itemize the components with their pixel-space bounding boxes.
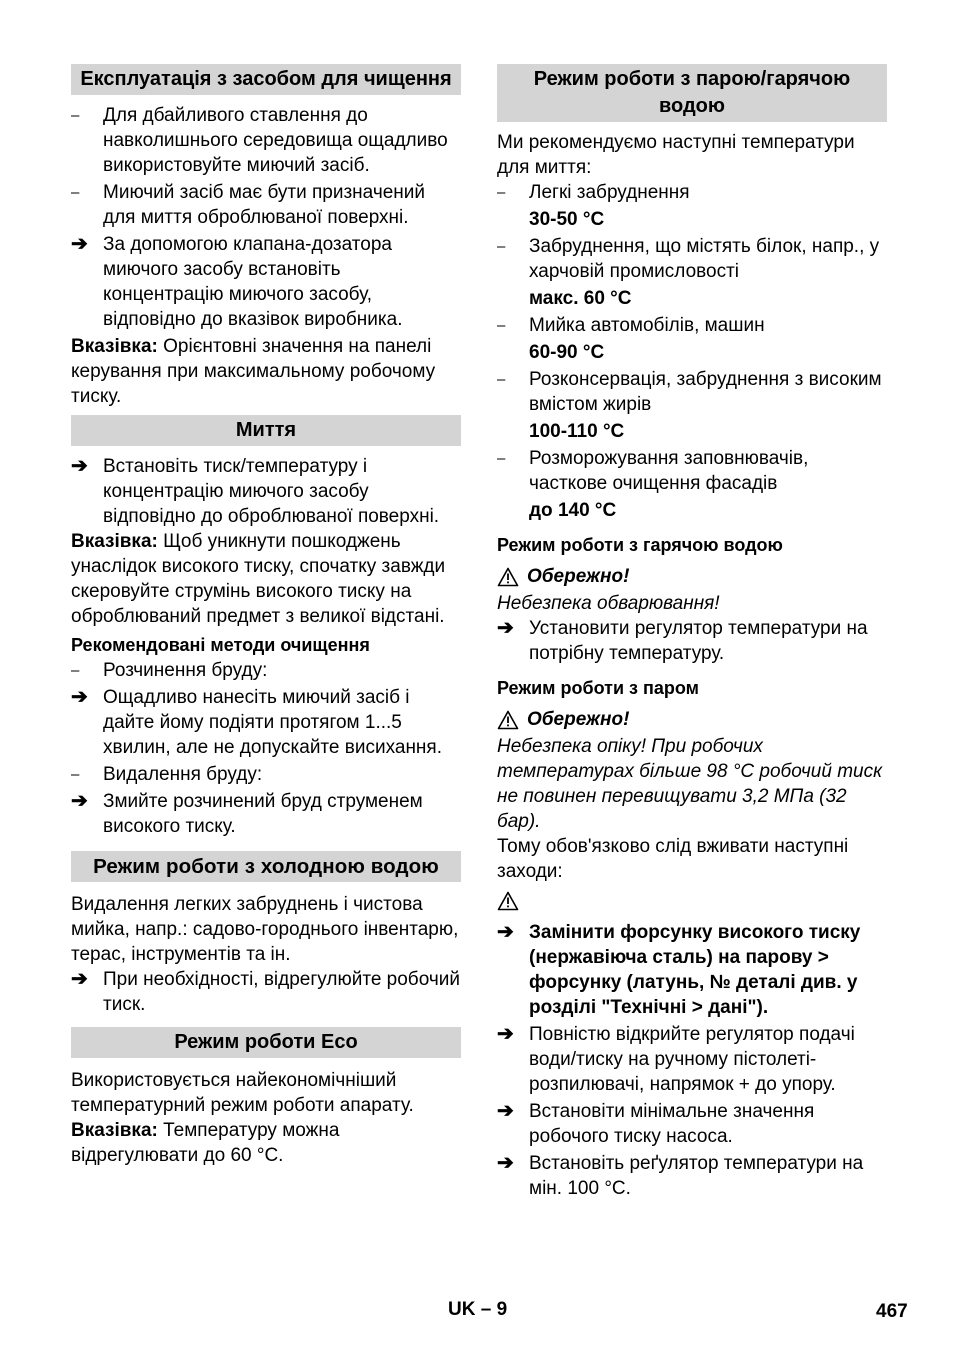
temperature-value: до 140 °C <box>529 500 617 521</box>
instruction-text: Замінити форсунку високого тиску (нержавіюча сталь) на парову > форсунку (латунь, № деталі див. у розділі "Технічні > дані"). <box>529 922 861 1018</box>
instruction-item <box>497 616 887 666</box>
right-column <box>497 64 887 1201</box>
instruction-text: За допомогою клапана-дозатора миючого засобу встановіть концентрацію миючого засобу, відповідно до вказівок виробника. <box>103 234 403 330</box>
list-item <box>497 313 887 338</box>
dash-icon: – <box>71 766 80 783</box>
instruction-text: Встановіти мінімальне значення робочого тиску насоса. <box>529 1101 815 1147</box>
dash-icon: – <box>71 184 80 201</box>
temperature-value: 60-90 °C <box>529 342 605 363</box>
instruction-text: Повністю відкрийте регулятор подачі води/тиску на ручному пістолеті-розпилювачі, напрямок + до упору. <box>529 1024 855 1095</box>
danger-text: Небезпека обварювання! <box>497 593 720 614</box>
arrow-right-icon: ➔ <box>71 686 88 708</box>
warning-triangle-icon <box>497 891 519 911</box>
temperature-value: макс. 60 °C <box>529 288 632 309</box>
arrow-right-icon: ➔ <box>497 617 514 639</box>
list-item <box>497 367 887 417</box>
temperature-value: 100-110 °C <box>529 421 625 442</box>
caution-label: Обережно! <box>527 709 630 730</box>
danger-text: Небезпека опіку! При робочих температурах більше 98 °C робочий тиск не повинен перевищувати 3,2 МПа (32 бар). <box>497 736 883 832</box>
list-item-text: Легкі забруднення <box>529 182 690 203</box>
instruction-item <box>71 454 461 529</box>
subheading-hot-water-mode: Режим роботи з гарячою водою <box>497 535 783 555</box>
instruction-item <box>497 1022 887 1097</box>
subheading-steam-mode: Режим роботи з паром <box>497 678 699 698</box>
dash-icon: – <box>497 238 506 255</box>
list-item-text: Забруднення, що містять білок, напр., у харчовій промисловості <box>529 236 880 282</box>
instruction-text: Встановіть реґулятор температури на мін. 100 °C. <box>529 1153 864 1199</box>
list-item <box>497 180 887 205</box>
dash-icon: – <box>497 450 506 467</box>
arrow-right-icon: ➔ <box>71 790 88 812</box>
note-paragraph <box>71 334 461 409</box>
list-item-text: Мийка автомобілів, машин <box>529 315 765 336</box>
list-item-text: Розморожування заповнювачів, часткове очищення фасадів <box>529 448 809 494</box>
warning-triangle-icon <box>497 710 519 730</box>
section-heading-washing: Миття <box>71 415 461 446</box>
section-heading-eco: Режим роботи Eco <box>71 1027 461 1058</box>
paragraph: Видалення легких забруднень і чистова мийка, напр.: садово-городнього інвентарю, терас, інструментів та ін. <box>71 894 459 965</box>
list-item-text: Розконсервація, забруднення з високим вмістом жирів <box>529 369 882 415</box>
section-heading-steam-hot-water: Режим роботи з парою/гарячою водою <box>497 64 887 122</box>
note-text: Орієнтовні значення на панелі керування при максимальному робочому тиску. <box>71 336 436 407</box>
list-item <box>497 446 887 496</box>
arrow-right-icon: ➔ <box>71 233 88 255</box>
paragraph: Використовується найекономічніший температурний режим роботи апарату. <box>71 1070 414 1116</box>
instruction-item <box>497 1151 887 1201</box>
instruction-text: Змийте розчинений бруд струменем високого тиску. <box>103 791 423 837</box>
note-text: Щоб уникнути пошкоджень унаслідок високого тиску, спочатку завжди скеровуйте струмінь високого тиску на оброблюваний предмет з великої відстані. <box>71 531 446 627</box>
warning-triangle-icon <box>497 567 519 587</box>
arrow-right-icon: ➔ <box>497 1100 514 1122</box>
instruction-text: При необхідності, відрегулюйте робочий тиск. <box>103 969 460 1015</box>
dash-icon: – <box>71 662 80 679</box>
list-item <box>71 658 461 683</box>
list-item <box>71 180 461 230</box>
dash-icon: – <box>497 184 506 201</box>
list-item <box>71 762 461 787</box>
arrow-right-icon: ➔ <box>71 968 88 990</box>
list-item-text: Миючий засіб має бути призначений для миття оброблюваної поверхні. <box>103 182 426 228</box>
warning-line <box>497 888 887 914</box>
list-item <box>497 234 887 284</box>
dash-icon: – <box>497 317 506 334</box>
dash-icon: – <box>71 107 80 124</box>
list-item-text: Розчинення бруду: <box>103 660 268 681</box>
temperature-value: 30-50 °C <box>529 209 605 230</box>
list-item <box>71 103 461 178</box>
instruction-item <box>497 1099 887 1149</box>
instruction-item <box>71 967 461 1017</box>
subheading-cleaning-methods: Рекомендовані методи очищення <box>71 635 370 655</box>
caution-line <box>497 707 887 732</box>
paragraph: Тому обов'язково слід вживати наступні заходи: <box>497 836 849 882</box>
note-label: Вказівка: <box>71 1120 158 1141</box>
left-column <box>71 64 461 1168</box>
instruction-item <box>497 920 887 1020</box>
instruction-text: Ощадливо нанесіть миючий засіб і дайте йому подіяти протягом 1...5 хвилин, але не допускайте висихання. <box>103 687 442 758</box>
note-paragraph <box>71 1118 461 1168</box>
arrow-right-icon: ➔ <box>71 455 88 477</box>
note-text: Температуру можна відрегулювати до 60 °C. <box>71 1120 340 1166</box>
arrow-right-icon: ➔ <box>497 921 514 943</box>
dash-icon: – <box>497 371 506 388</box>
arrow-right-icon: ➔ <box>497 1023 514 1045</box>
note-paragraph <box>71 529 461 629</box>
instruction-item <box>71 789 461 839</box>
note-label: Вказівка: <box>71 531 158 552</box>
instruction-text: Встановіть тиск/температуру і концентрацію миючого засобу відповідно до оброблюваної поверхні. <box>103 456 440 527</box>
note-label: Вказівка: <box>71 336 158 357</box>
list-item-text: Для дбайливого ставлення до навколишнього середовища ощадливо використовуйте миючий засіб. <box>103 105 448 176</box>
section-heading-detergent: Експлуатація з засобом для чищення <box>71 64 461 95</box>
instruction-text: Установити регулятор температури на потрібну температуру. <box>529 618 868 664</box>
paragraph: Ми рекомендуємо наступні температури для миття: <box>497 132 855 178</box>
instruction-item <box>71 685 461 760</box>
caution-label: Обережно! <box>527 566 630 587</box>
section-heading-cold-water: Режим роботи з холодною водою <box>71 851 461 882</box>
caution-line <box>497 564 887 589</box>
page-number: 467 <box>876 1301 908 1322</box>
footer-section-label: UK – 9 <box>448 1299 508 1320</box>
list-item-text: Видалення бруду: <box>103 764 263 785</box>
arrow-right-icon: ➔ <box>497 1152 514 1174</box>
instruction-item <box>71 232 461 332</box>
